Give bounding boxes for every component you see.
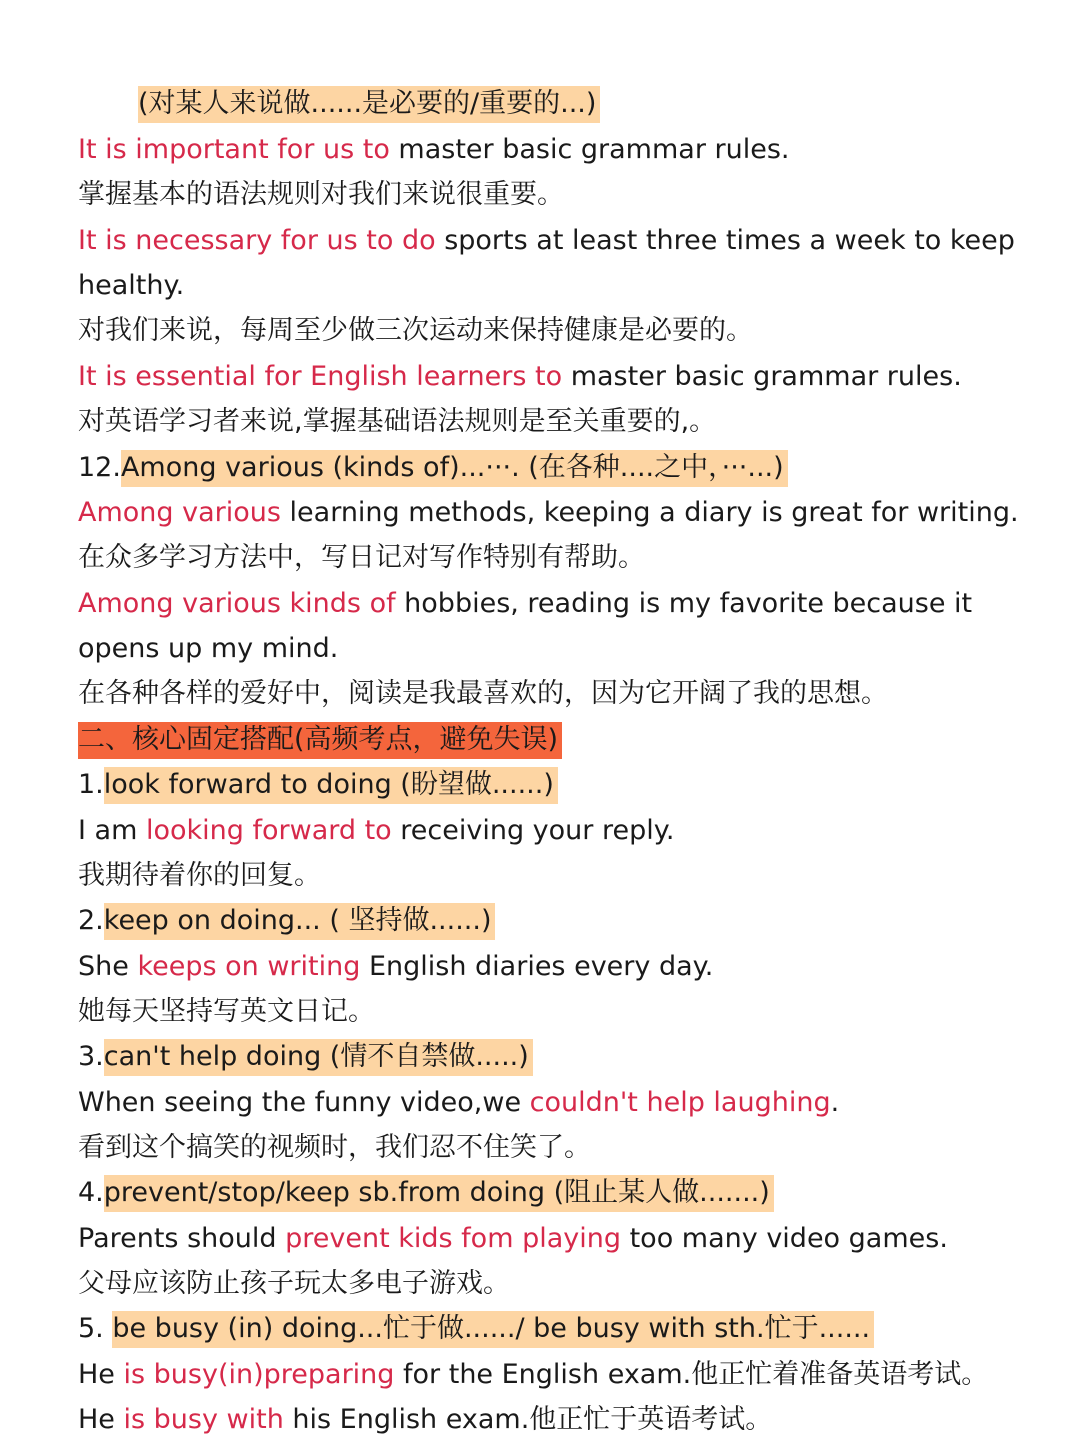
section-heading [78,717,1020,762]
sentence-start: Parents should [78,1223,286,1254]
translation-line: 掌握基本的语法规则对我们来说很重要。 [78,179,564,210]
item-number: 4. [78,1177,104,1208]
translation-line: 我期待着你的回复。 [78,860,321,891]
translation-line: 她每天坚持写英文日记。 [78,996,375,1027]
sentence-rest: master basic grammar rules. [389,134,790,165]
sentence-rest: learning methods, keeping a diary is great for writing. [280,497,1019,528]
sentence-start: When seeing the funny video,we [78,1087,530,1118]
sentence-rest: too many video games. [621,1223,948,1254]
example-sentence [78,944,1020,989]
sentence-rest: for the English exam.他正忙着准备英语考试。 [394,1359,989,1390]
key-phrase: It is essential for English learners to [78,361,563,392]
translation-line: 对我们来说，每周至少做三次运动来保持健康是必要的。 [78,315,753,346]
sentence-start: I am [78,815,146,846]
translation-line: 在众多学习方法中，写日记对写作特别有帮助。 [78,542,645,573]
example-sentence [78,1352,1020,1397]
section-title: 二、核心固定搭配(高频考点，避免失误) [78,722,562,759]
highlight-phrase: (对某人来说做......是必要的/重要的...) [138,86,600,123]
phrase-heading [78,898,1020,943]
example-sentence [78,1080,1020,1125]
sentence-rest: master basic grammar rules. [562,361,962,392]
highlight-phrase: prevent/stop/keep sb.from doing (阻止某人做.......) [104,1175,774,1212]
sentence-rest: his English exam.他正忙于英语考试。 [283,1404,773,1435]
item-number: 1. [78,769,104,800]
sentence-start: He [78,1359,124,1390]
key-phrase: Among various kinds of [78,588,396,619]
example-sentence [78,218,1020,263]
phrase-heading [78,445,1020,490]
highlight-phrase: can't help doing (情不自禁做.....) [104,1039,533,1076]
example-sentence [78,1216,1020,1261]
translation-line: 在各种各样的爱好中，阅读是我最喜欢的，因为它开阔了我的思想。 [78,678,888,709]
sentence-rest: hobbies, reading is my favorite because it [395,588,973,619]
example-sentence [78,490,1020,535]
phrase-heading [78,1034,1020,1079]
translation-line: 看到这个搞笑的视频时，我们忍不住笑了。 [78,1132,591,1163]
sentence-rest: English diaries every day. [360,951,714,982]
key-phrase: couldn't help laughing [529,1087,831,1118]
highlight-phrase: be busy (in) doing...忙于做....../ be busy with sth.忙于...... [112,1311,874,1348]
key-phrase: It is necessary for us to do [78,225,436,256]
translation-line: 父母应该防止孩子玩太多电子游戏。 [78,1268,510,1299]
example-sentence [78,1397,1020,1442]
item-number: 2. [78,905,104,936]
phrase-heading [78,1170,1020,1215]
sentence-continuation: opens up my mind. [78,633,339,664]
phrase-heading [78,762,1020,807]
example-sentence [78,354,1020,399]
key-phrase: is busy(in)preparing [123,1359,395,1390]
key-phrase: Among various [78,497,281,528]
key-phrase: keeps on writing [137,951,361,982]
sentence-rest: receiving your reply. [391,815,675,846]
item-number: 12. [78,452,121,483]
item-number: 5. [78,1313,113,1344]
phrase-heading [78,1306,1020,1351]
highlight-phrase: look forward to doing (盼望做......) [104,767,558,804]
highlight-phrase: keep on doing... ( 坚持做......) [104,903,496,940]
phrase-meaning-line [138,81,1020,126]
key-phrase: prevent kids fom playing [285,1223,622,1254]
highlight-phrase: Among various (kinds of)...···. (在各种....之中，···...) [121,450,788,487]
sentence-rest: sports at least three times a week to keep [435,225,1015,256]
sentence-rest: . [830,1087,840,1118]
key-phrase: is busy with [123,1404,284,1435]
sentence-start: He [78,1404,124,1435]
key-phrase: looking forward to [145,815,392,846]
sentence-start: She [78,951,138,982]
example-sentence [78,808,1020,853]
example-sentence [78,581,1020,626]
key-phrase: It is important for us to [78,134,390,165]
translation-line: 对英语学习者来说,掌握基础语法规则是至关重要的,。 [78,406,717,437]
example-sentence [78,127,1020,172]
sentence-continuation: healthy. [78,270,185,301]
item-number: 3. [78,1041,104,1072]
